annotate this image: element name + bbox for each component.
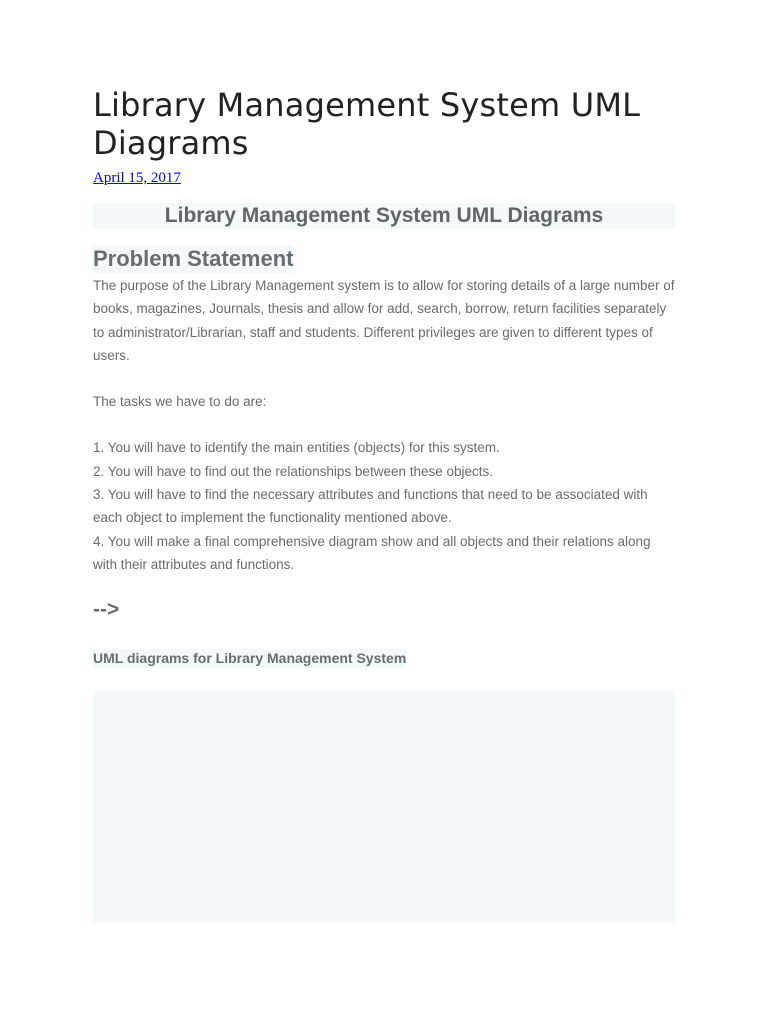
page-title: Library Management System UML Diagrams [93,86,641,162]
tasks-intro: The tasks we have to do are: [93,394,267,410]
uml-diagram-placeholder [93,690,675,923]
banner-heading: Library Management System UML Diagrams [93,203,675,229]
problem-statement-heading: Problem Statement [93,246,294,271]
uml-diagrams-heading: UML diagrams for Library Management System [93,650,407,667]
post-date-link[interactable]: April 15, 2017 [93,170,181,186]
task-item-1: 1. You will have to identify the main entities (objects) for this system. [93,440,500,456]
task-item-3: 3. You will have to find the necessary attributes and functions that need to be associated with each object to implement the functionality mentioned above. [93,487,648,526]
arrow-text: --> [93,598,120,622]
problem-statement-text: The purpose of the Library Management system is to allow for storing details of a large number of books, magazines, Journals, thesis and allow for add, search, borrow, return facilities separately to administrator/Librarian, staff and students. Different privileges are given to different types of users. [93,278,675,363]
task-item-2: 2. You will have to find out the relationships between these objects. [93,463,494,479]
task-list [93,436,675,576]
document-page [93,86,675,923]
task-item-4: 4. You will make a final comprehensive diagram show and all objects and their relations along with their attributes and functions. [93,533,651,572]
